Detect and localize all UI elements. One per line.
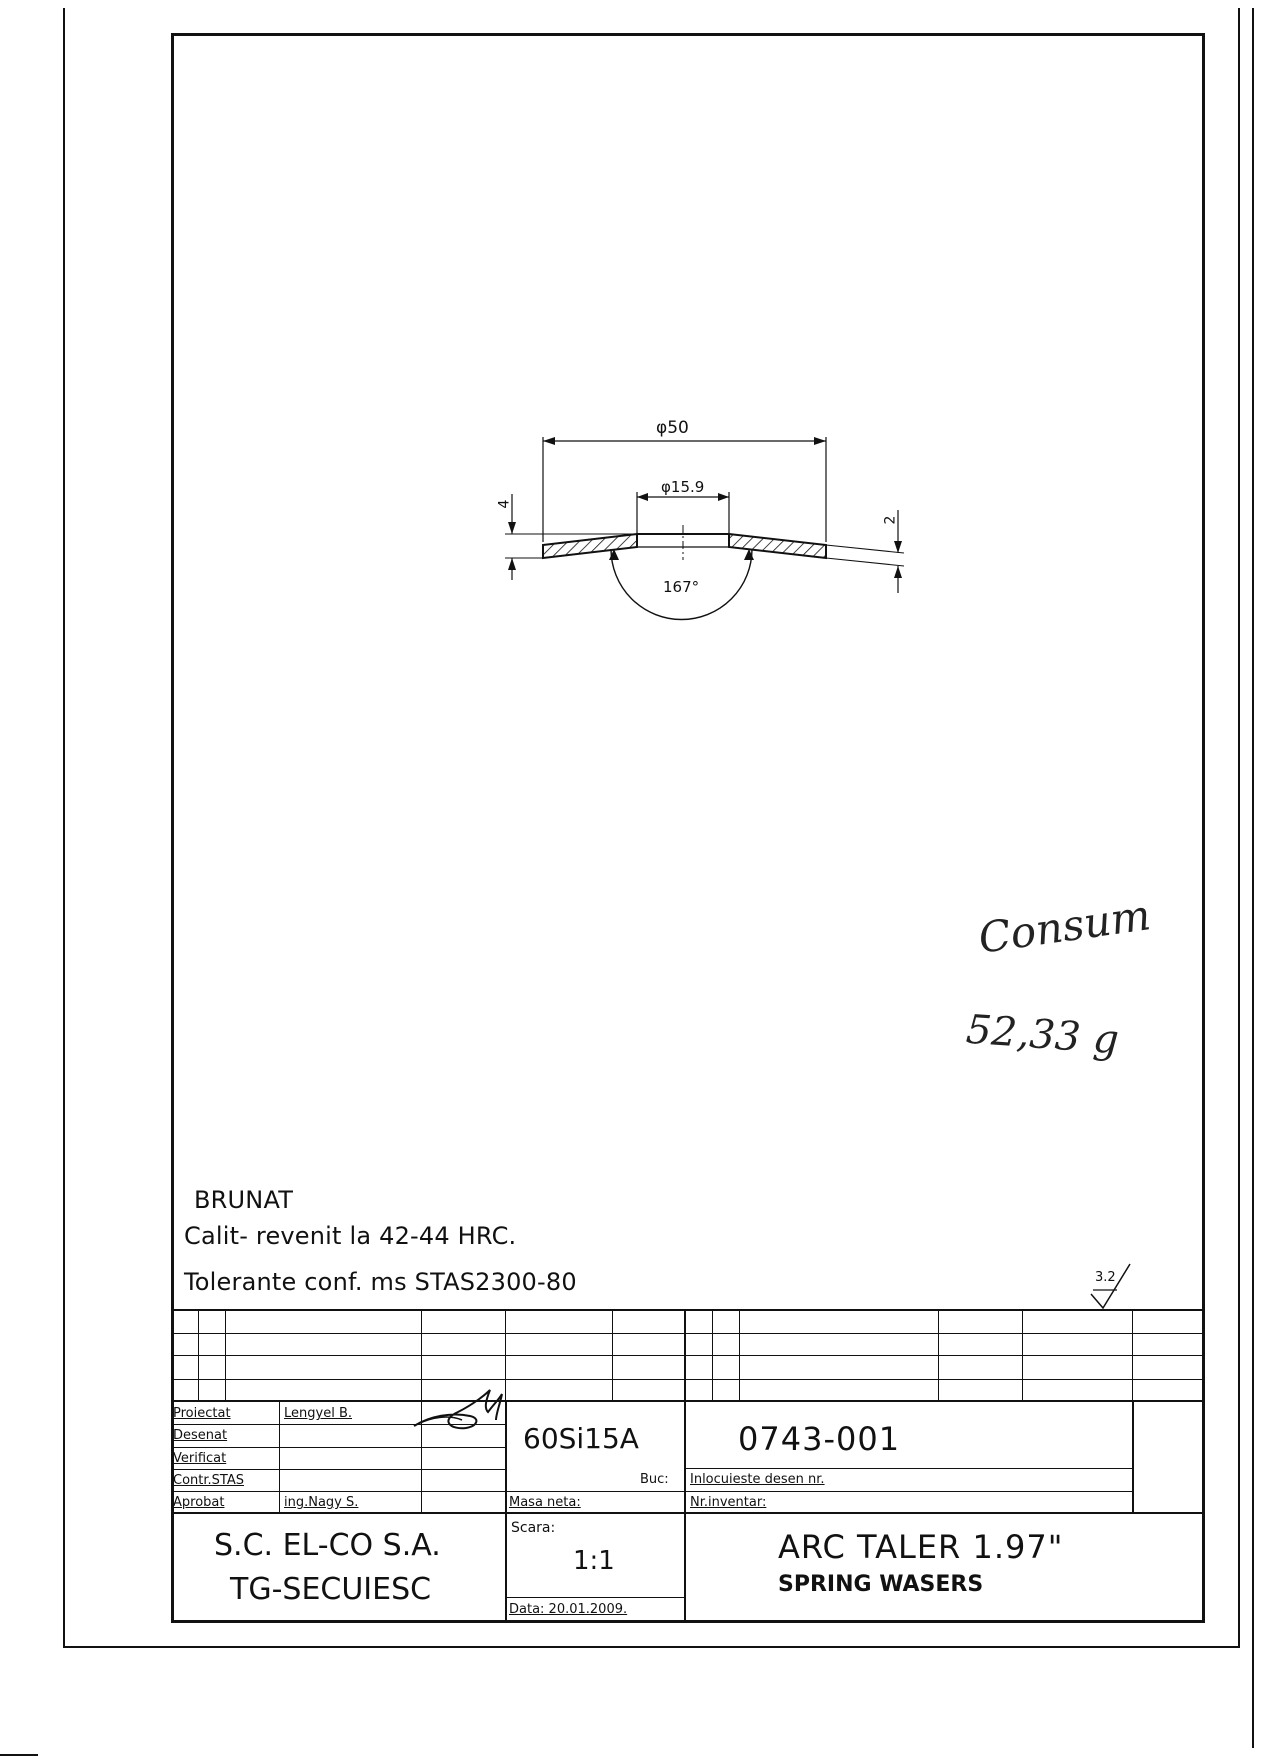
- drawing-number: 0743-001: [738, 1420, 901, 1458]
- note-hardening: Calit- revenit la 42-44 HRC.: [184, 1222, 517, 1250]
- material: 60Si15A: [523, 1422, 639, 1455]
- name-aprobat: ing.Nagy S.: [284, 1495, 359, 1510]
- company-name: S.C. EL-CO S.A.: [214, 1528, 441, 1563]
- handwritten-consum: Consum: [975, 890, 1154, 963]
- role-desenat: Desenat: [173, 1428, 228, 1443]
- dim-angle: 167°: [663, 578, 700, 596]
- inventar-label: Nr.inventar:: [690, 1495, 767, 1510]
- handwritten-mass: 52,33 g: [964, 1006, 1121, 1064]
- masa-label: Masa neta:: [509, 1495, 581, 1510]
- scara-label: Scara:: [511, 1520, 556, 1536]
- date-label: Data: 20.01.2009.: [509, 1602, 628, 1617]
- role-verificat: Verificat: [173, 1451, 227, 1466]
- dim-outer-diameter: φ50: [656, 418, 689, 438]
- company-city: TG-SECUIESC: [230, 1572, 432, 1607]
- dim-inner-diameter: φ15.9: [661, 478, 705, 496]
- role-proiectat: Proiectat: [173, 1406, 231, 1421]
- note-tolerances: Tolerante conf. ms STAS2300-80: [184, 1268, 577, 1296]
- drawing-subtitle: SPRING WASERS: [778, 1572, 984, 1597]
- role-contr-stas: Contr.STAS: [173, 1473, 244, 1488]
- inlocuieste-label: Inlocuieste desen nr.: [690, 1472, 825, 1487]
- dim-thickness: 2: [882, 515, 899, 525]
- name-proiectat: Lengyel B.: [284, 1406, 352, 1421]
- role-aprobat: Aprobat: [173, 1495, 225, 1510]
- note-brunat: BRUNAT: [194, 1186, 294, 1214]
- dim-height: 4: [496, 499, 513, 509]
- scale-value: 1:1: [573, 1546, 615, 1576]
- roughness-value: 3.2: [1095, 1270, 1116, 1285]
- drawing-title: ARC TALER 1.97": [778, 1528, 1064, 1566]
- buc-label: Buc:: [640, 1472, 669, 1487]
